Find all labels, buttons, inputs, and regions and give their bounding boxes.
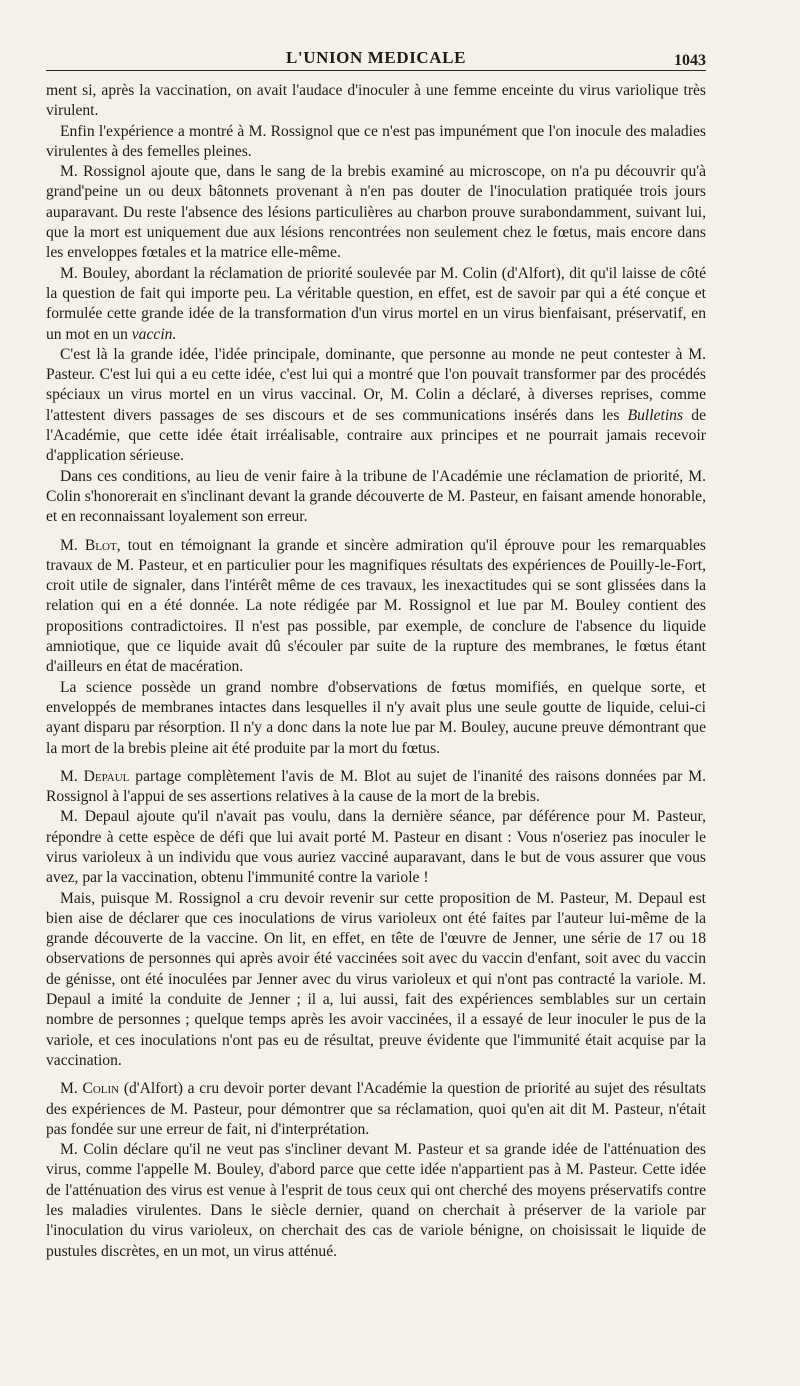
text-run: M. bbox=[60, 536, 85, 554]
paragraph bbox=[46, 345, 706, 467]
article-body bbox=[46, 81, 706, 1262]
text-run: (d'Alfort) a cru devoir porter devant l'Académie la question de priorité au sujet des résultats des expériences de M. Pasteur, pour démontrer que sa réclamation, quoi qu'en ait dit M. Pasteur, n'était pas fondée sur une erreur de fait, ni d'interprétation. bbox=[46, 1080, 706, 1138]
text-run: La science possède un grand nombre d'observations de fœtus momifiés, en quelque sorte, et enveloppés de membranes intactes dans lesquelles il n'y avait plus une seule goutte de liquide, celui-ci ayant disparu par résorption. Il n'y a donc dans la note lue par M. Bouley, aucune preuve démontrant que la mort de la brebis pleine ait été produite par la mort du fœtus. bbox=[46, 678, 706, 757]
speaker-name: Colin bbox=[82, 1080, 120, 1098]
speaker-paragraph bbox=[46, 536, 706, 678]
text-run: Mais, puisque M. Rossignol a cru devoir revenir sur cette proposition de M. Pasteur, M. Depaul est bien aise de déclarer que ces inoculations de virus varioleux ont été faites par l'auteur lui-même de la grande découverte de la vaccine. On lit, en effet, en tête de l'œuvre de Jenner, une série de 17 ou 18 observations de personnes qui après avoir été vaccinées soit avec du vaccin d'enfant, soit avec du vaccin de génisse, ont été inoculées par Jenner avec du virus varioleux et qui n'ont pas contracté la variole. M. Depaul a imité la conduite de Jenner ; il a, lui aussi, fait des expériences semblables sur un certain nombre de personnes ; quelque temps après les avoir vaccinées, il a essayé de leur inoculer le pus de la variole, et ces inoculations n'ont pas eu de résultat, preuve évidente que l'immunité était acquise par la vaccination. bbox=[46, 889, 706, 1069]
paragraph bbox=[46, 889, 706, 1072]
text-run: M. bbox=[60, 1080, 83, 1098]
page-number: 1043 bbox=[674, 52, 706, 69]
paragraph bbox=[46, 1140, 706, 1262]
paragraph bbox=[46, 81, 706, 122]
text-run: M. bbox=[60, 767, 84, 785]
text-run: M. Depaul ajoute qu'il n'avait pas voulu, dans la dernière séance, par déférence pour M. Pasteur, répondre à cette espèce de défi que lui avait porté M. Pasteur en disant : Vous n'oseriez pas inoculer le virus varioleux à un individu que vous auriez vacciné auparavant, dans le but de vous assurer que vous avez, par la vaccination, obtenu l'immunité contre la variole ! bbox=[46, 808, 706, 887]
italic-text: vaccin. bbox=[131, 325, 177, 343]
journal-title: L'UNION MEDICALE bbox=[285, 48, 467, 67]
text-run: M. Bouley, abordant la réclamation de priorité soulevée par M. Colin (d'Alfort), dit qu'il laisse de côté la question de fait qui importe peu. La véritable question, en effet, est de savoir par qui a été conçue et formulée cette grande idée de la transformation d'un virus mortel en un virus bienfaisant, préservatif, en un mot en un bbox=[46, 264, 706, 343]
paragraph bbox=[46, 162, 706, 263]
text-run: Enfin l'expérience a montré à M. Rossignol que ce n'est pas impunément que l'on inocule des maladies virulentes à des femelles pleines. bbox=[46, 122, 706, 160]
text-run: M. Colin déclare qu'il ne veut pas s'incliner devant M. Pasteur et sa grande idée de l'atténuation des virus, comme l'appelle M. Bouley, d'abord parce que cette idée n'appartient pas à M. Pasteur. Cette idée de l'atténuation des virus est venue à l'esprit de tous ceux qui ont cherché des moyens préservatifs contre les maladies virulentes. Dans le siècle dernier, quand on cherchait à préserver de la variole par l'inoculation du virus varioleux, on cherchait des cas de variole bénigne, on choisissait le liquide de pustules discrètes, en un mot, un virus atténué. bbox=[46, 1141, 706, 1260]
text-run: partage complètement l'avis de M. Blot au sujet de l'inanité des raisons données par M. Rossignol à l'appui de ses assertions relatives à la cause de la mort de la brebis. bbox=[46, 767, 706, 806]
text-run: C'est là la grande idée, l'idée principale, dominante, que personne au monde ne peut contester à M. Pasteur. C'est lui qui a eu cette idée, c'est lui qui a montré que l'on pouvait transformer par des procédés spéciaux un virus mortel en un virus vaccinal. Or, M. Colin a déclaré, à diverses reprises, comme l'attestent divers passages de ses discours et de ses communications insérés dans les bbox=[46, 345, 706, 424]
text-run: M. Rossignol ajoute que, dans le sang de la brebis examiné au microscope, on n'a pu découvrir qu'à grand'peine un ou deux bâtonnets provenant à n'en pas douter de l'inoculation pratiquée trois jours auparavant. Du reste l'absence des lésions particulières au charbon prouve surabondamment, suivant lui, que la mort est uniquement due aux lésions rencontrées non seulement chez le fœtus, mais encore dans les enveloppes fœtales et la matrice elle-même. bbox=[46, 163, 706, 262]
speaker-name: Blot bbox=[84, 536, 117, 554]
paragraph bbox=[46, 122, 706, 163]
speaker-name: Depaul bbox=[83, 767, 130, 785]
paragraph bbox=[46, 467, 706, 528]
text-run: Dans ces conditions, au lieu de venir faire à la tribune de l'Académie une réclamation de priorité, M. Colin s'honorerait en s'inclinant devant la grande découverte de M. Pasteur, en faisant amende honorable, et en reconnaissant loyalement son erreur. bbox=[46, 467, 706, 526]
text-run: , tout en témoignant la grande et sincère admiration qu'il éprouve pour les remarquables travaux de M. Pasteur, et en particulier pour les magnifiques résultats des expériences de Pouilly-le-Fort, croit utile de signaler, dans l'intérêt même de ces travaux, les inexactitudes qui se sont glissées dans la relation qui en a été donnée. La note rédigée par M. Rossignol et lue par M. Bouley contient des propositions contradictoires. Il n'est pas possible, par exemple, de conclure de l'absence du liquide amniotique, que ce liquide avait dû s'écouler par suite de la rupture des membranes, le fœtus étant d'ailleurs en état de macération. bbox=[46, 536, 706, 676]
speaker-paragraph bbox=[46, 1079, 706, 1140]
text-run: de l'Académie, que cette idée était irréalisable, contraire aux principes et ne pourrait jamais recevoir d'application sérieuse. bbox=[46, 406, 706, 465]
paragraph bbox=[46, 264, 706, 345]
speaker-paragraph bbox=[46, 767, 706, 808]
paragraph bbox=[46, 807, 706, 888]
paragraph bbox=[46, 678, 706, 759]
text-run: ment si, après la vaccination, on avait l'audace d'inoculer à une femme enceinte du virus variolique très virulent. bbox=[46, 82, 706, 120]
italic-text: Bulletins bbox=[627, 406, 684, 424]
running-header bbox=[46, 42, 706, 71]
